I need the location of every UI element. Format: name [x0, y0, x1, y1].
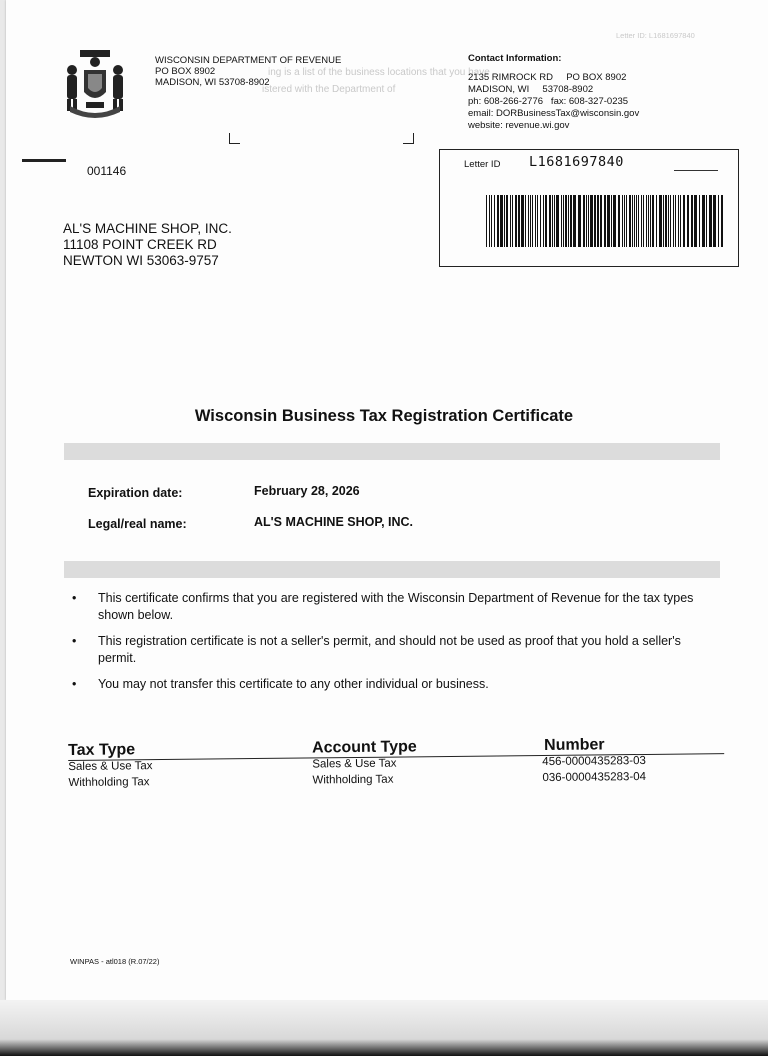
- bullet-text: This certificate confirms that you are registered with the Wisconsin Department of Revenue for the tax types shown below.: [98, 591, 694, 622]
- window-corner-mark: [229, 133, 240, 144]
- barcode-icon: [486, 195, 726, 247]
- bullet-text: This registration certificate is not a seller's permit, and should not be used as proof that you hold a seller's permit.: [98, 634, 681, 665]
- bullet-icon: •: [72, 634, 77, 648]
- list-item: [66, 676, 706, 693]
- form-code: WINPAS - atl018 (R.07/22): [70, 957, 160, 966]
- sender-line: MADISON, WI 53708-8902: [155, 77, 270, 88]
- contact-information: [468, 53, 639, 132]
- contact-address: 2135 RIMROCK RD PO BOX 8902: [468, 72, 627, 83]
- bullet-text: You may not transfer this certificate to any other individual or business.: [98, 677, 489, 691]
- letter-id-value: L1681697840: [529, 154, 624, 170]
- bleed-through-text: istered with the Department of: [262, 84, 396, 95]
- sender-line: WISCONSIN DEPARTMENT OF REVENUE: [155, 55, 342, 66]
- recipient-address: [63, 221, 232, 269]
- account-number-cell: 036-0000435283-04: [542, 770, 647, 785]
- certificate-title: Wisconsin Business Tax Registration Certificate: [194, 407, 574, 425]
- contact-email: email: DORBusinessTax@wisconsin.gov: [468, 108, 640, 119]
- tax-type-cell: Sales & Use Tax: [68, 760, 153, 773]
- shaded-band: [64, 443, 720, 460]
- recipient-street: 11108 POINT CREEK RD: [63, 237, 217, 252]
- contact-heading: Contact Information:: [468, 53, 562, 64]
- bullet-icon: •: [72, 591, 77, 605]
- expiration-date-label: Expiration date:: [88, 486, 183, 500]
- contact-city: MADISON, WI 53708-8902: [468, 84, 594, 95]
- bullet-icon: •: [72, 677, 77, 691]
- account-type-cell: Sales & Use Tax: [312, 757, 397, 771]
- window-corner-mark: [403, 133, 414, 144]
- list-item: [66, 590, 706, 624]
- letter-id-box: [439, 149, 739, 267]
- mailing-sequence-number: 001146: [87, 164, 127, 178]
- wisconsin-seal-icon: [58, 48, 132, 122]
- letter-id-label: Letter ID: [464, 159, 501, 170]
- account-number-cell: 456-0000435283-03: [542, 754, 646, 769]
- column-header-tax-type: Tax Type: [68, 741, 136, 759]
- shaded-band: [64, 561, 720, 578]
- legal-name-value: AL'S MACHINE SHOP, INC.: [254, 515, 414, 529]
- scan-bottom-edge: [0, 1000, 768, 1056]
- sender-line: PO BOX 8902: [155, 66, 216, 77]
- recipient-name: AL'S MACHINE SHOP, INC.: [63, 221, 232, 236]
- account-type-cell: Withholding Tax: [312, 773, 394, 787]
- column-header-number: Number: [544, 736, 605, 755]
- letter-id-underline: [674, 170, 718, 171]
- certificate-notes: [66, 590, 706, 702]
- bleed-through-text: ing is a list of the business locations that you have: [268, 67, 490, 78]
- faint-letter-id: Letter ID: L1681697840: [616, 31, 695, 40]
- list-item: [66, 633, 706, 667]
- contact-phone: ph: 608-266-2776 fax: 608-327-0235: [468, 96, 629, 107]
- column-header-account-type: Account Type: [312, 738, 417, 757]
- recipient-city: NEWTON WI 53063-9757: [63, 253, 219, 268]
- tax-type-cell: Withholding Tax: [68, 776, 150, 789]
- tax-registration-table: [68, 731, 725, 793]
- sender-address: [155, 55, 341, 88]
- contact-website: website: revenue.wi.gov: [468, 120, 570, 131]
- legal-name-label: Legal/real name:: [88, 517, 187, 531]
- fold-mark: [22, 159, 66, 162]
- expiration-date-value: February 28, 2026: [254, 484, 360, 498]
